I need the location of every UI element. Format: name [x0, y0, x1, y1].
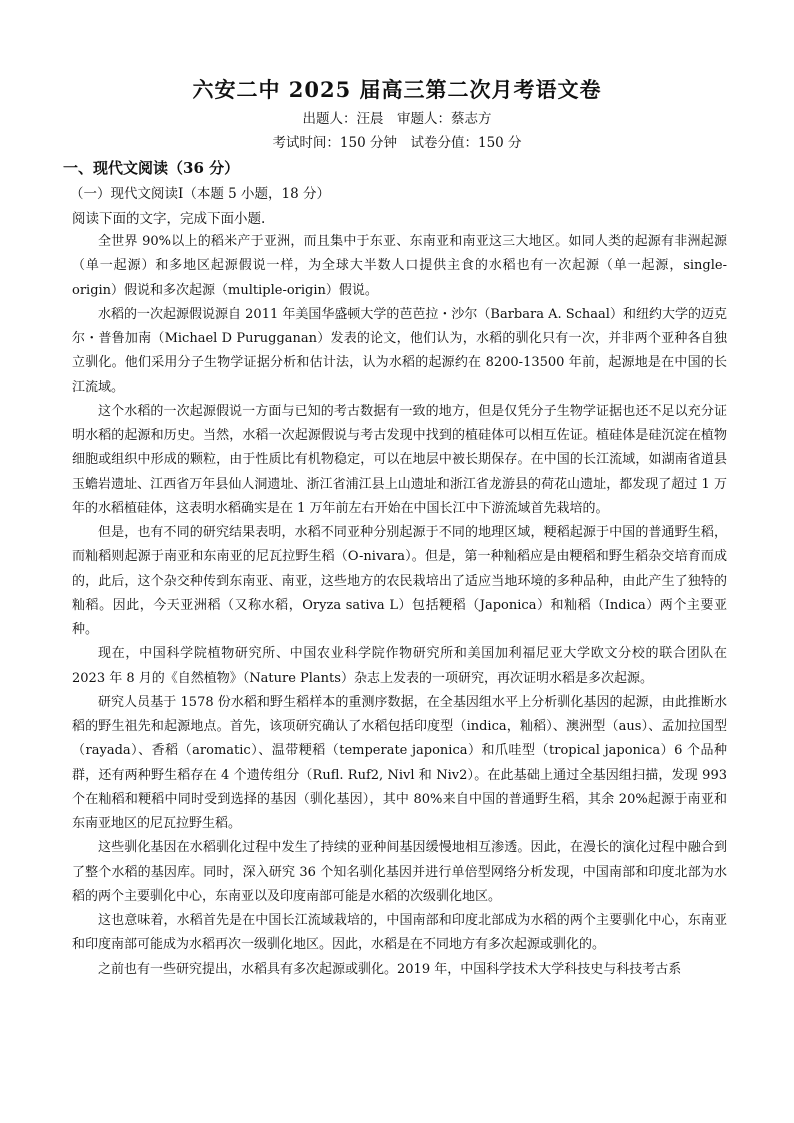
section-heading: 一、现代文阅读（36 分）	[63, 159, 240, 177]
exam-title: 六安二中 2025 届高三第二次月考语文卷	[192, 77, 602, 102]
sub-heading: （一）现代文阅读Ⅰ（本题 5 小题，18 分）	[70, 186, 330, 202]
paragraph-3: 这个水稻的一次起源假说一方面与已知的考古数据有一致的地方，但是仅凭分子生物学证据也还不足以充分证明水稻的起源和历史。当然，水稻一次起源假说与考古发现中找到的植硅体可以相互佐证。植硅体是硅沉淀在植物细胞或组织中形成的颗粒，由于性质比有机物稳定，可以在地层中被长期保存。在中国的长江流域，如湖南省道县玉蟾岩遗址、江西省万年县仙人洞遗址、浙江省浦江县上山遗址和浙江省龙游县的荷花山遗址，都发现了超过 1 万年的水稻植硅体，这表明水稻确实是在 1 万年前左右开始在中国长江中下游流域首先栽培的。	[72, 403, 727, 516]
paragraph-4: 但是，也有不同的研究结果表明，水稻不同亚种分别起源于不同的地理区域，粳稻起源于中国的普通野生稻，而籼稻则起源于南亚和东南亚的尼瓦拉野生稻（O-nivara）。但是，第一种籼稻应是由粳稻和野生稻杂交培育而成的，此后，这个杂交种传到东南亚、南亚，这些地方的农民栽培出了适应当地环境的多种品种，由此产生了独特的籼稻。因此，今天亚洲稻（又称水稻，Oryza sativa L）包括粳稻（Japonica）和籼稻（Indica）两个主要亚种。	[72, 525, 727, 637]
reading-passage	[72, 230, 727, 982]
paragraph-2: 水稻的一次起源假说源自 2011 年美国华盛顿大学的芭芭拉・沙尔（Barbara A. Schaal）和纽约大学的迈克尔・普鲁加南（Michael D Purugganan）发表的论文，他们认为，水稻的驯化只有一次，并非两个亚种各自独立驯化。他们采用分子生物学证据分析和估计法，认为水稻的起源约在 8200-13500 年前，起源地是在中国的长江流域。	[72, 306, 727, 395]
paragraph-5: 现在，中国科学院植物研究所、中国农业科学院作物研究所和美国加利福尼亚大学欧文分校的联合团队在 2023 年 8 月的《自然植物》（Nature Plants）杂志上发表的一项研究，再次证明水稻是多次起源。	[72, 646, 727, 686]
authors-line: 出题人：汪晨 审题人：蔡志方	[302, 111, 492, 127]
instruction: 阅读下面的文字，完成下面小题.	[72, 211, 266, 227]
paragraph-6: 研究人员基于 1578 份水稻和野生稻样本的重测序数据，在全基因组水平上分析驯化基因的起源，由此推断水稻的野生祖先和起源地点。首先，该项研究确认了水稻包括印度型（indica，籼稻）、澳洲型（aus）、孟加拉国型（rayada）、香稻（aromatic）、温带粳稻（temperate japonica）和爪哇型（tropical japonica）6 个品种群，还有两种野生稻存在 4 个遗传组分（Rufl. Ruf2, Nivl 和 Niv2）。在此基础上通过全基因组扫描，发现 993 个在籼稻和粳稻中同时受到选择的基因（驯化基因），其中 80%来自中国的普通野生稻，其余 20%起源于南亚和东南亚地区的尼瓦拉野生稻。	[72, 694, 727, 831]
exam-info-line: 考试时间：150 分钟 试卷分值：150 分	[272, 135, 522, 151]
paragraph-7: 这些驯化基因在水稻驯化过程中发生了持续的亚种间基因缓慢地相互渗透。因此，在漫长的演化过程中融合到了整个水稻的基因库。同时，深入研究 36 个知名驯化基因并进行单倍型网络分析发现，中国南部和印度北部为水稻的两个主要驯化中心，东南亚以及印度南部可能是水稻的次级驯化地区。	[72, 840, 727, 904]
paragraph-8: 这也意味着，水稻首先是在中国长江流域栽培的，中国南部和印度北部成为水稻的两个主要驯化中心，东南亚和印度南部可能成为水稻再次一级驯化地区。因此，水稻是在不同地方有多次起源或驯化的。	[72, 913, 727, 953]
paragraph-9: 之前也有一些研究提出，水稻具有多次起源或驯化。2019 年，中国科学技术大学科技史与科技考古系	[98, 961, 682, 977]
paragraph-1: 全世界 90%以上的稻米产于亚洲，而且集中于东亚、东南亚和南亚这三大地区。如同人类的起源有非洲起源（单一起源）和多地区起源假说一样，为全球大半数人口提供主食的水稻也有一次起源（单一起源，single-origin）假说和多次起源（multiple-origin）假说。	[72, 234, 727, 298]
